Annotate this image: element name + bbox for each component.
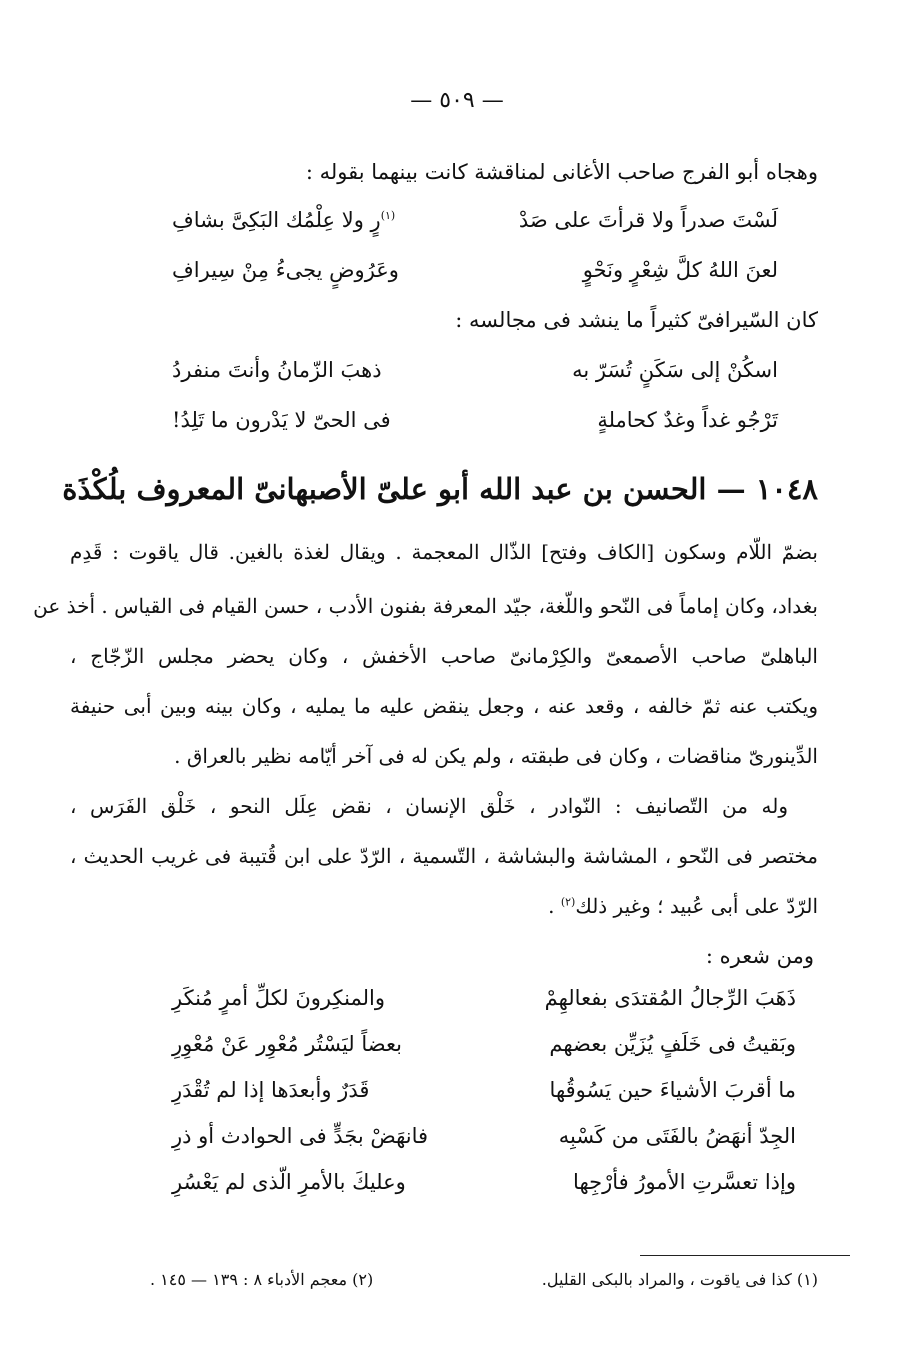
poem3-verse-5-left: وعليكَ بالأمرِ الّذى لم يَعْسُرِ	[172, 1170, 406, 1194]
poem1-verse-2-left: وعَرُوضٍ يجىءُ مِنْ سِيرافِ	[172, 258, 399, 282]
poem3-verse-2-left: بعضاً ليَسْتُر مُعْوِر عَنْ مُعْوِرِ	[172, 1032, 402, 1056]
page-number: — ٥٠٩ —	[410, 88, 504, 113]
poem1-verse-1-left	[172, 208, 395, 232]
paragraph1-line-5: الدِّينورىّ مناقضات ، وكان فى طبقته ، ولم يكن له فى آخر أيّامه نظير بالعراق .	[174, 744, 818, 768]
poem2-verse-1-right: اسكُنْ إلى سَكَنٍ تُسَرّ به	[572, 358, 778, 382]
poem3-verse-1-right: ذَهَبَ الرِّجالُ المُقتدَى بفعالهِمْ	[544, 986, 796, 1010]
paragraph2-end: .	[548, 894, 561, 918]
poem2-verse-2-left: فى الحىّ لا يَدْرون ما تَلِدُ!	[172, 408, 391, 432]
footnote-marker-1: (١)	[380, 209, 396, 222]
poem3-intro: ومن شعره :	[705, 944, 814, 968]
poem3-verse-3-left: قَدَرٌ وأبعدَها إذا لم تُقْدَرِ	[172, 1078, 370, 1102]
poem2-verse-2-right: تَرْجُو غداً وغدٌ كحاملةٍ	[597, 408, 778, 432]
footnote-rule	[640, 1255, 850, 1256]
poem3-verse-1-left: والمنكِرونَ لكلِّ أمرٍ مُنكَرِ	[172, 986, 385, 1010]
poem3-verse-5-right: وإذا تعسَّرتِ الأمورُ فأرْجِها	[573, 1170, 796, 1194]
paragraph2-line-3	[548, 894, 818, 918]
footnote-2: (٢) معجم الأدباء ٨ : ١٣٩ — ١٤٥ .	[150, 1270, 374, 1289]
entry-heading: ١٠٤٨ — الحسن بن عبد الله أبو علىّ الأصبهانىّ المعروف بلُكْذَة	[62, 472, 818, 506]
paragraph1-line-1: بضمّ اللّام وسكون [الكاف وفتح] الذّال المعجمة . ويقال لغذة بالغين. قال ياقوت : قَدِم	[70, 540, 818, 564]
poem1-verse-1-left-text: رٍ ولا عِلْمُك البَكِىَّ بشافِ	[172, 208, 381, 232]
poem1-verse-2-right: لعنَ اللهُ كلَّ شِعْرٍ ونَحْوٍ	[582, 258, 778, 282]
intro-line-2: كان السّيرافىّ كثيراً ما ينشد فى مجالسه :	[455, 308, 818, 332]
poem3-verse-4-left: فانهَضْ بجَدٍّ فى الحوادث أو ذرِ	[172, 1124, 429, 1148]
footnote-1: (١) كذا فى ياقوت ، والمراد بالبكى القليل.	[541, 1270, 818, 1289]
poem3-verse-4-right: الجِدّ أنهَضُ بالفَتَى من كَسْبِه	[558, 1124, 796, 1148]
paragraph1-line-3: الباهلىّ صاحب الأصمعىّ والكِرْمانىّ صاحب الأخفش ، وكان يحضر مجلس الزّجّاج ،	[70, 644, 818, 668]
poem1-verse-1-right: لَسْتَ صدراً ولا قرأتَ على صَدْ	[518, 208, 778, 232]
poem3-verse-2-right: وبَقيتُ فى خَلَفٍ يُزَيِّن بعضهم	[549, 1032, 796, 1056]
paragraph2-line-2: مختصر فى النّحو ، المشاشة والبشاشة ، التّسمية ، الرّدّ على ابن قُتيبة فى غريب الحديث ،	[70, 844, 818, 868]
paragraph2-line-1: وله من التّصانيف : النّوادر ، خَلْق الإنسان ، نقض عِلَل النحو ، خَلْق الفَرَس ،	[70, 794, 788, 818]
intro-line: وهجاه أبو الفرج صاحب الأغانى لمناقشة كانت بينهما بقوله :	[305, 160, 818, 184]
paragraph1-line-4: ويكتب عنه ثمّ خالفه ، وقعد عنه ، وجعل ينقض عليه ما يمليه ، وكان بينه وبين أبى حنيفة	[70, 694, 818, 718]
footnote-marker-2: (٢)	[560, 895, 576, 909]
paragraph2-last-text: الرّدّ على أبى عُبيد ؛ وغير ذلك	[575, 894, 818, 918]
poem3-verse-3-right: ما أقربَ الأشياءَ حين يَسُوقُها	[549, 1078, 796, 1102]
poem2-verse-1-left: ذهبَ الزّمانُ وأنتَ منفردُ	[172, 358, 382, 382]
paragraph1-line-2: بغداد، وكان إماماً فى النّحو واللّغة، جيّد المعرفة بفنون الأدب ، حسن القيام فى القياس . أخذ عن	[33, 594, 818, 618]
